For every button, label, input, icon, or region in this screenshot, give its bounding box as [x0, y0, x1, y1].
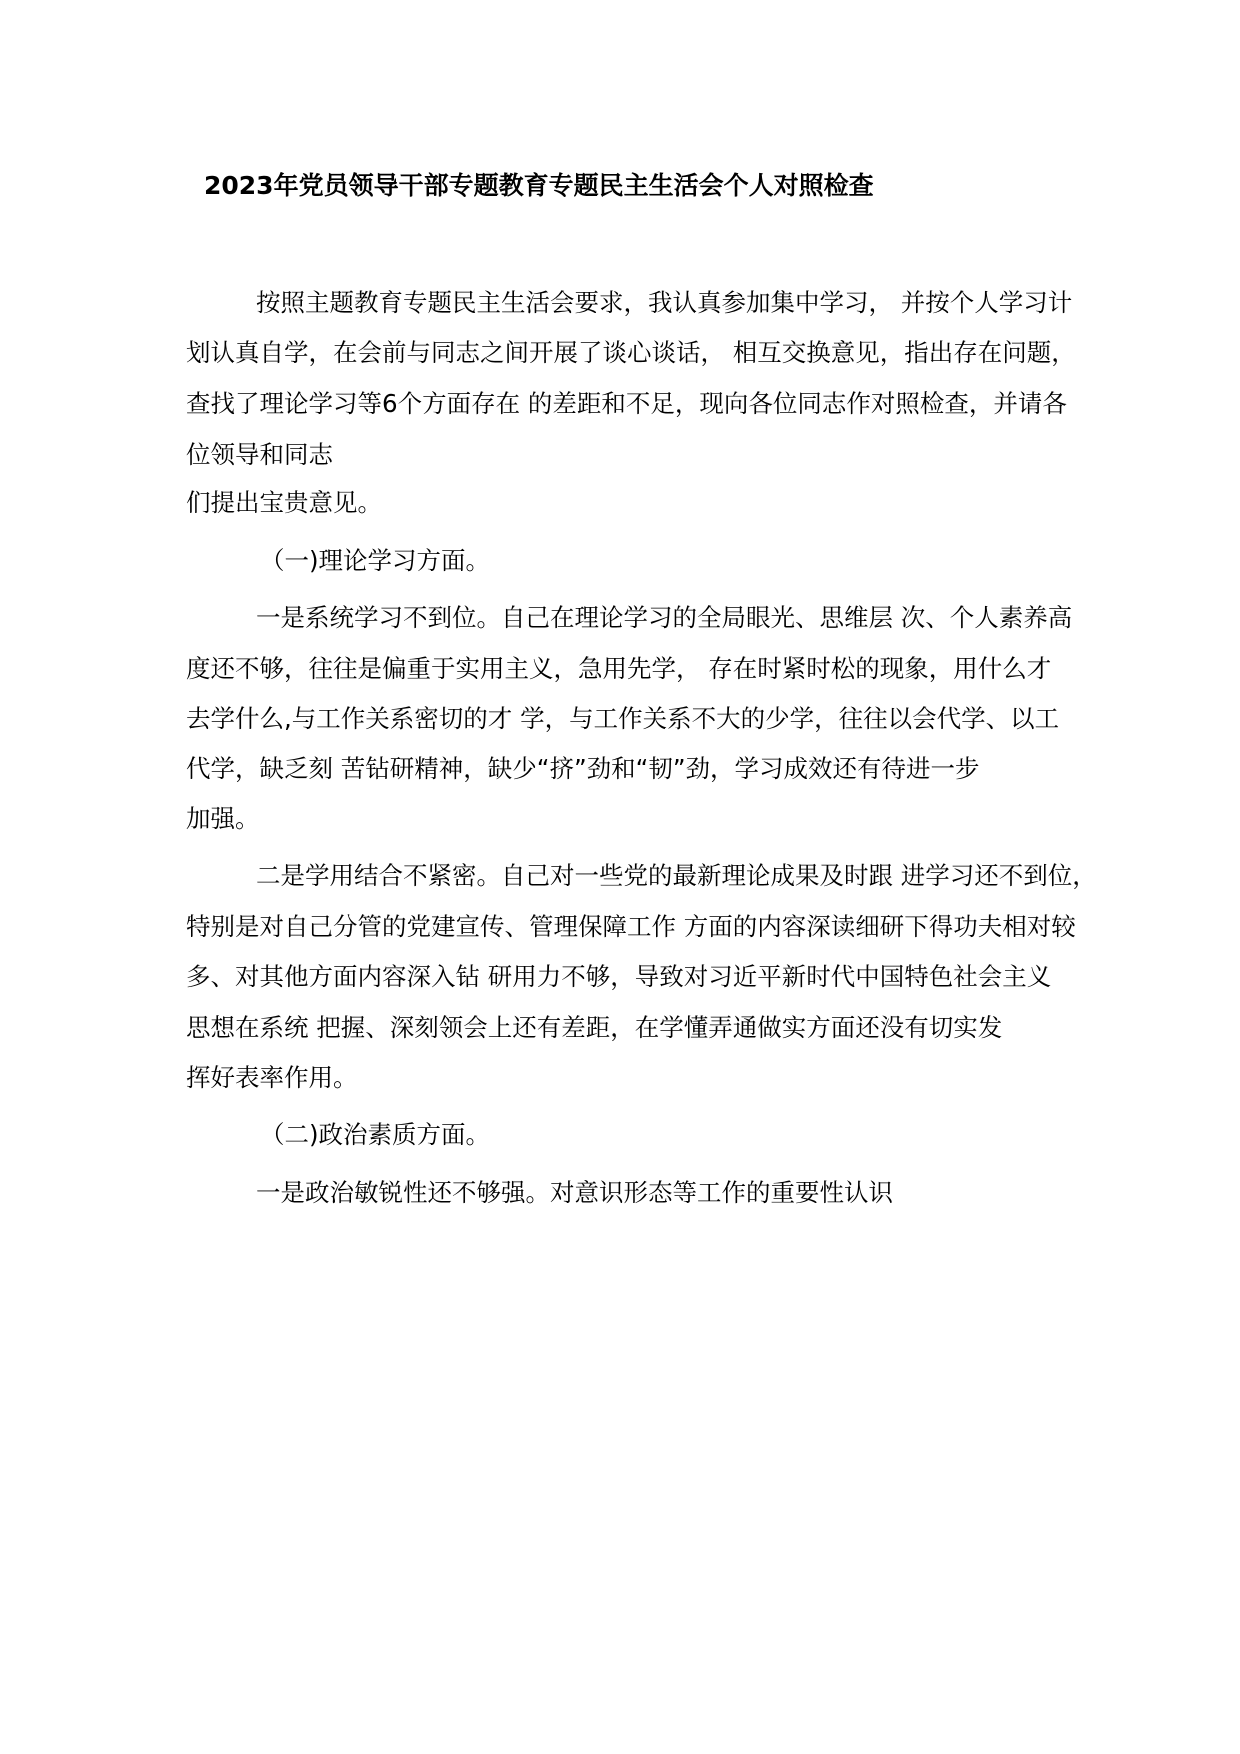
paragraph-line: 查找了理论学习等6个方面存在 的差距和不足，现向各位同志作对照检查，并请各	[186, 389, 1067, 418]
document-title: 2023年党员领导干部专题教育专题民主生活会个人对照检查	[204, 171, 874, 200]
paragraph-line: 去学什么,与工作关系密切的才 学，与工作关系不大的少学，往往以会代学、以工	[186, 704, 1060, 733]
paragraph-line: 们提出宝贵意见。	[186, 488, 382, 517]
paragraph-line: 代学，缺乏刻 苦钻研精神，缺少“挤”劲和“韧”劲，学习成效还有待进一步	[186, 754, 980, 783]
paragraph-line: 划认真自学，在会前与同志之间开展了谈心谈话， 相互交换意见，指出存在问题，	[186, 338, 1076, 367]
paragraph-line: 特别是对自己分管的党建宣传、管理保障工作 方面的内容深读细研下得功夫相对较	[186, 912, 1076, 941]
section-heading: （一)理论学习方面。	[260, 546, 491, 575]
paragraph-line: 思想在系统 把握、深刻领会上还有差距，在学懂弄通做实方面还没有切实发	[186, 1013, 1003, 1042]
paragraph-line: 一是系统学习不到位。自己在理论学习的全局眼光、思维层 次、个人素养高	[256, 603, 1073, 632]
paragraph-line: 一是政治敏锐性还不够强。对意识形态等工作的重要性认识	[256, 1178, 893, 1207]
paragraph-line: 位领导和同志	[186, 440, 333, 469]
paragraph-line: 度还不够，往往是偏重于实用主义，急用先学， 存在时紧时松的现象，用什么才	[186, 654, 1052, 683]
paragraph-line: 二是学用结合不紧密。自己对一些党的最新理论成果及时跟 进学习还不到位，	[256, 861, 1097, 890]
paragraph-line: 加强。	[186, 804, 260, 833]
paragraph-line: 按照主题教育专题民主生活会要求，我认真参加集中学习， 并按个人学习计	[256, 288, 1073, 317]
section-heading: （二)政治素质方面。	[260, 1120, 491, 1149]
paragraph-line: 挥好表率作用。	[186, 1063, 358, 1092]
paragraph-line: 多、对其他方面内容深入钻 研用力不够，导致对习近平新时代中国特色社会主义	[186, 962, 1052, 991]
